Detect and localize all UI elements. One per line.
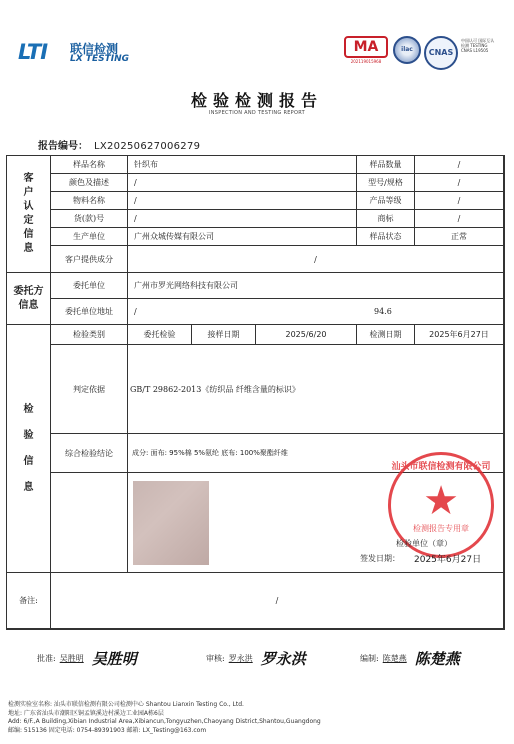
material-value: / — [128, 192, 357, 210]
logo-english-name: LX TESTING — [70, 54, 129, 64]
edit-name: 陈楚燕 — [382, 654, 407, 663]
seal-ring-text: 汕头市联信检测有限公司 — [391, 462, 491, 472]
review-name: 罗永洪 — [228, 654, 253, 663]
edit-signature — [360, 648, 460, 669]
approve-signature — [37, 648, 137, 669]
provided-composition-label: 客户提供成分 — [51, 246, 128, 273]
issue-date-value: 2025年6月27日 — [414, 555, 482, 565]
cnas-mark: CNAS — [424, 36, 458, 70]
category-value: 委托检验 — [128, 325, 192, 345]
color-value: / — [128, 174, 357, 192]
footer-contact: 邮编: 515136 固定电话: 0754-89391903 邮箱: LX_Testing@163.com — [8, 726, 207, 734]
report-title: 检验检测报告 — [190, 91, 323, 110]
item-no-label: 货(款)号 — [51, 210, 128, 228]
section-entrust-info: 委托方信息 — [7, 273, 51, 325]
cma-number: 202119015968 — [350, 59, 382, 64]
entrust-address-value — [128, 299, 504, 325]
cma-mark — [344, 36, 388, 64]
logo-mark: LTI — [18, 40, 48, 64]
sample-qty-value: / — [415, 156, 504, 174]
company-logo — [18, 38, 138, 68]
approve-handwritten: 吴胜明 — [91, 650, 137, 668]
conclusion-label: 综合检验结论 — [51, 434, 128, 473]
model-value: / — [415, 174, 504, 192]
sample-name-value: 针织布 — [128, 156, 357, 174]
report-number-label: 报告编号： — [38, 141, 88, 152]
certification-marks — [344, 36, 494, 68]
fabric-sample-image — [133, 481, 209, 565]
approve-label: 批准: — [37, 654, 56, 663]
section-remark: 备注: — [7, 573, 51, 629]
test-date-value: 2025年6月27日 — [415, 325, 504, 345]
test-date-label: 检测日期 — [357, 325, 415, 345]
category-label: 检验类别 — [51, 325, 128, 345]
receive-date-label: 接样日期 — [192, 325, 256, 345]
review-label: 审核: — [206, 654, 225, 663]
report-subtitle: INSPECTION AND TESTING REPORT — [208, 110, 306, 116]
review-signature — [206, 648, 306, 669]
seal-center-text: 检测报告专用章 — [413, 524, 469, 533]
seal-star-icon: ★ — [423, 478, 459, 524]
approve-name: 吴胜明 — [59, 654, 84, 663]
footer-address-cn: 地址: 广东省汕头市潮阳区铜孟镇溪边村溪边工业园A栋6层 — [8, 709, 164, 717]
report-number — [38, 137, 200, 152]
material-label: 物料名称 — [51, 192, 128, 210]
section-client-info: 客户认定信息 — [7, 156, 51, 273]
edit-handwritten: 陈楚燕 — [414, 650, 460, 668]
conclusion-value: 成分: 面布: 95%棉 5%氨纶 底布: 100%聚酯纤维 — [128, 434, 504, 473]
entrust-unit-value: 广州市罗光网络科技有限公司 — [128, 273, 504, 299]
photo-label-column — [51, 473, 128, 573]
footer-lab-name: 检测实验室名称: 汕头市联信检测有限公司检测中心 Shantou Lianxin Testing Co., Ltd. — [8, 701, 244, 708]
inspection-unit-seal-label: 检验单位（章） — [396, 539, 452, 548]
review-handwritten: 罗永洪 — [260, 650, 306, 668]
cma-logo: MA — [344, 36, 388, 58]
receive-date-value: 2025/6/20 — [256, 325, 357, 345]
lab-footer — [8, 701, 508, 735]
state-label: 样品状态 — [357, 228, 415, 246]
cnas-caption: 中国认可 国际互认 检测 TESTING CNAS L19505 — [461, 38, 495, 53]
color-label: 颜色及描述 — [51, 174, 128, 192]
model-label: 型号/规格 — [357, 174, 415, 192]
edit-label: 编制: — [360, 654, 379, 663]
report-number-value: LX20250627006279 — [94, 141, 201, 152]
entrust-address-number: 94.6 — [374, 307, 392, 316]
footer-address-en: Add: 6/F.,A Building,Xibian Industrial Area,Xibiancun,Tongyuzhen,Chaoyang District,Shantou,Guangdong — [8, 718, 321, 725]
brand-label: 商标 — [357, 210, 415, 228]
grade-value: / — [415, 192, 504, 210]
brand-value: / — [415, 210, 504, 228]
grade-label: 产品等级 — [357, 192, 415, 210]
basis-value: GB/T 29862-2013《纺织品 纤维含量的标识》 — [128, 345, 504, 434]
sample-name-label: 样品名称 — [51, 156, 128, 174]
section-inspection-info: 检验信息 — [7, 325, 51, 573]
provided-composition-value: / — [128, 246, 504, 273]
entrust-unit-label: 委托单位 — [51, 273, 128, 299]
item-no-value: / — [128, 210, 357, 228]
basis-label: 判定依据 — [51, 345, 128, 434]
producer-label: 生产单位 — [51, 228, 128, 246]
sample-qty-label: 样品数量 — [357, 156, 415, 174]
producer-value: 广州众城传媒有限公司 — [128, 228, 357, 246]
state-value: 正常 — [415, 228, 504, 246]
entrust-address-label: 委托单位地址 — [51, 299, 128, 325]
ilac-mark: ilac — [393, 36, 421, 64]
issue-date-label: 签发日期： — [360, 554, 400, 563]
entrust-address-text: / — [134, 307, 137, 316]
remark-value: / — [51, 573, 504, 629]
logo-chinese-name: 联信检测 — [70, 42, 119, 56]
